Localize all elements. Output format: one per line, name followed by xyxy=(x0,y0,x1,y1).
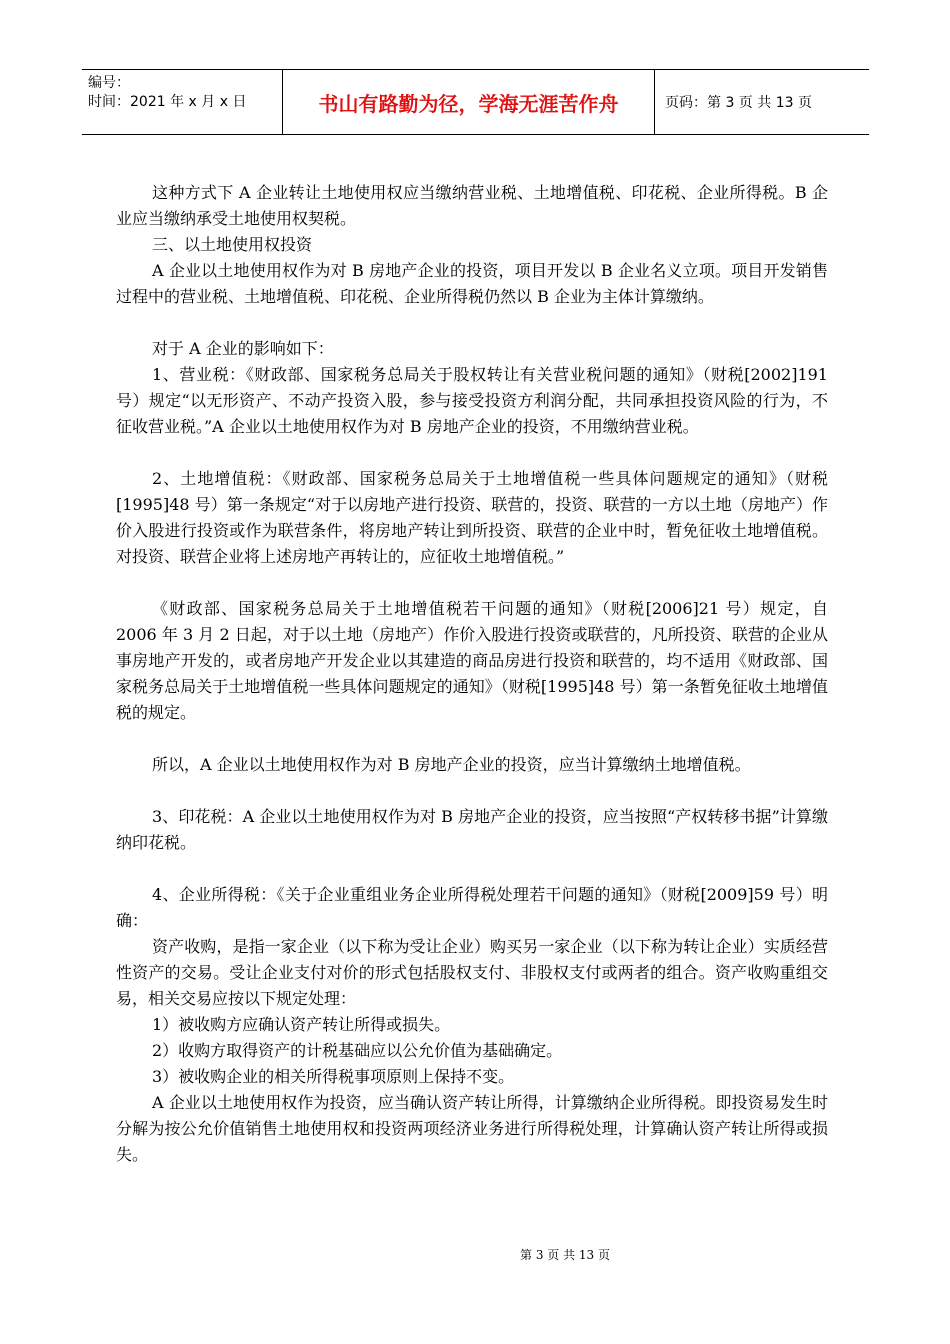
document-body xyxy=(116,180,828,1168)
document-date-label: 时间：2021 年 x 月 x 日 xyxy=(88,94,247,110)
body-paragraph: 三、以土地使用权投资 xyxy=(152,235,313,254)
body-paragraph: 2）收购方取得资产的计税基础应以公允价值为基础确定。 xyxy=(152,1041,563,1060)
body-paragraph: 3、印花税：A 企业以土地使用权作为对 B 房地产企业的投资，应当按照“产权转移书据”计算缴纳印花税。 xyxy=(116,807,828,852)
document-number-label: 编号： xyxy=(88,75,130,91)
header-page-info: 页码：第 3 页 共 13 页 xyxy=(665,95,812,111)
body-paragraph: 《财政部、国家税务总局关于土地增值税若干问题的通知》（财税[2006]21 号）规定，自 2006 年 3 月 2 日起，对于以土地（房地产）作价入股进行投资或联营的，凡所投资、联营的企业从事房地产开发的，或者房地产开发企业以其建造的商品房进行投资和联营的，均不适用《财政部、国家税务总局关于土地增值税一些具体问题规定的通知》（财税[1995]48 号）第一条暂免征收土地增值税的规定。 xyxy=(116,599,828,722)
header-motto: 书山有路勤为径，学海无涯苦作舟 xyxy=(283,70,655,134)
body-paragraph: 3）被收购企业的相关所得税事项原则上保持不变。 xyxy=(152,1067,515,1086)
header-left-cell xyxy=(82,70,283,134)
body-paragraph: 这种方式下 A 企业转让土地使用权应当缴纳营业税、土地增值税、印花税、企业所得税。B 企业应当缴纳承受土地使用权契税。 xyxy=(116,183,828,228)
body-paragraph: 2、土地增值税：《财政部、国家税务总局关于土地增值税一些具体问题规定的通知》（财税[1995]48 号）第一条规定“对于以房地产进行投资、联营的，投资、联营的一方以土地（房地产）作价入股进行投资或作为联营条件，将房地产转让到所投资、联营的企业中时，暂免征收土地增值税。对投资、联营企业将上述房地产再转让的，应征收土地增值税。” xyxy=(116,469,828,566)
header-table xyxy=(82,69,869,135)
body-paragraph: 4、企业所得税：《关于企业重组业务企业所得税处理若干问题的通知》（财税[2009]59 号）明确： xyxy=(116,885,828,930)
body-paragraph: A 企业以土地使用权作为投资，应当确认资产转让所得，计算缴纳企业所得税。即投资易发生时分解为按公允价值销售土地使用权和投资两项经济业务进行所得税处理，计算确认资产转让所得或损失。 xyxy=(116,1093,828,1164)
body-paragraph: A 企业以土地使用权作为对 B 房地产企业的投资，项目开发以 B 企业名义立项。项目开发销售过程中的营业税、土地增值税、印花税、企业所得税仍然以 B 企业为主体计算缴纳。 xyxy=(116,261,828,306)
body-paragraph: 资产收购，是指一家企业（以下称为受让企业）购买另一家企业（以下称为转让企业）实质经营性资产的交易。受让企业支付对价的形式包括股权支付、非股权支付或两者的组合。资产收购重组交易，相关交易应按以下规定处理： xyxy=(116,937,828,1008)
body-paragraph: 1、营业税：《财政部、国家税务总局关于股权转让有关营业税问题的通知》（财税[2002]191 号）规定“以无形资产、不动产投资入股，参与接受投资方利润分配，共同承担投资风险的行为，不征收营业税。”A 企业以土地使用权作为对 B 房地产企业的投资，不用缴纳营业税。 xyxy=(116,365,828,436)
body-paragraph: 对于 A 企业的影响如下： xyxy=(152,339,334,358)
body-paragraph: 1）被收购方应确认资产转让所得或损失。 xyxy=(152,1015,451,1034)
body-paragraph: 所以，A 企业以土地使用权作为对 B 房地产企业的投资，应当计算缴纳土地增值税。 xyxy=(152,755,751,774)
page-footer: 第 3 页 共 13 页 xyxy=(520,1248,610,1262)
